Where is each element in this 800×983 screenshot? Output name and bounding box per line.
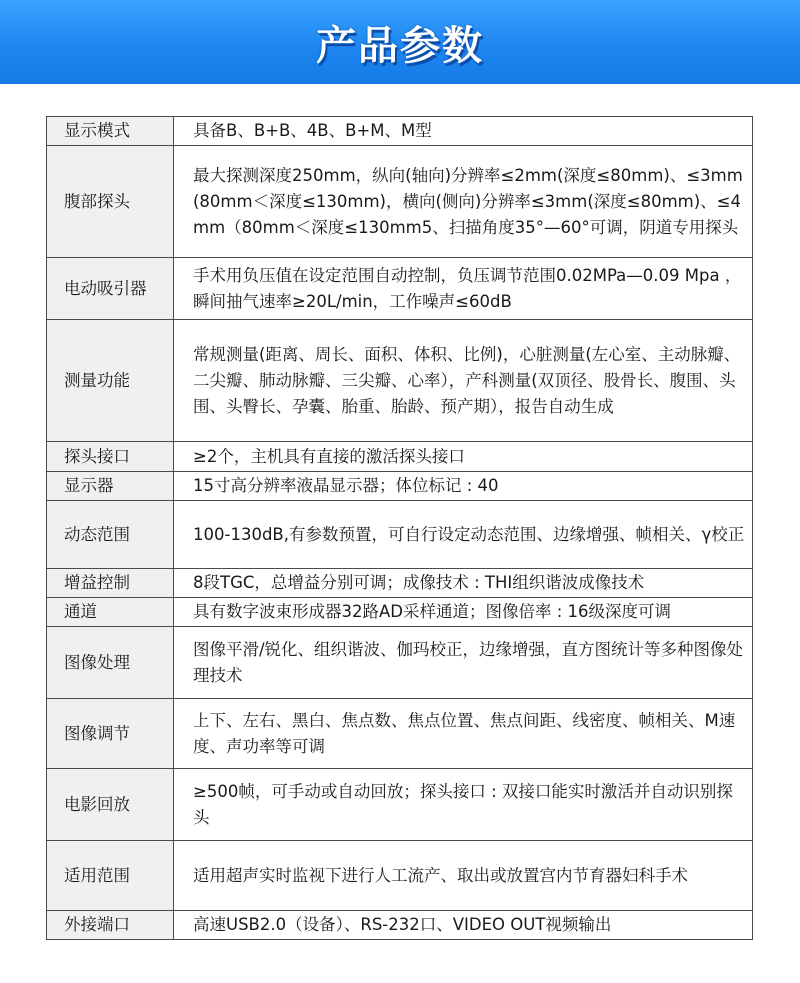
table-row xyxy=(47,769,753,841)
row-label: 显示器 xyxy=(47,472,174,501)
row-label: 显示模式 xyxy=(47,117,174,146)
row-label: 探头接口 xyxy=(47,442,174,472)
table-row xyxy=(47,117,753,146)
row-label: 测量功能 xyxy=(47,320,174,442)
row-value: 15寸高分辨率液晶显示器；体位标记 : 40 xyxy=(174,472,753,501)
table-row xyxy=(47,598,753,627)
row-value: 8段TGC，总增益分别可调；成像技术 : THI组织谐波成像技术 xyxy=(174,569,753,598)
row-value: 适用超声实时监视下进行人工流产、取出或放置宫内节育器妇科手术 xyxy=(174,841,753,911)
row-value: 图像平滑/锐化、组织谐波、伽玛校正，边缘增强，直方图统计等多种图像处理技术 xyxy=(174,627,753,699)
table-row xyxy=(47,569,753,598)
table-row xyxy=(47,258,753,320)
row-label: 电影回放 xyxy=(47,769,174,841)
row-label: 动态范围 xyxy=(47,501,174,569)
table-row xyxy=(47,320,753,442)
table-row xyxy=(47,699,753,769)
row-value: 常规测量(距离、周长、面积、体积、比例)，心脏测量(左心室、主动脉瓣、二尖瓣、肺动脉瓣、三尖瓣、心率），产科测量(双顶径、股骨长、腹围、头围、头臀长、孕囊、胎重、胎龄、预产期），报告自动生成 xyxy=(174,320,753,442)
table-row xyxy=(47,146,753,258)
row-value: ≥500帧，可手动或自动回放；探头接口 : 双接口能实时激活并自动识别探头 xyxy=(174,769,753,841)
table-row xyxy=(47,472,753,501)
spec-table xyxy=(46,116,753,940)
row-value: 具有数字波束形成器32路AD采样通道；图像倍率 : 16级深度可调 xyxy=(174,598,753,627)
row-label: 电动吸引器 xyxy=(47,258,174,320)
title-banner xyxy=(0,0,800,84)
row-label: 适用范围 xyxy=(47,841,174,911)
row-label: 通道 xyxy=(47,598,174,627)
row-label: 腹部探头 xyxy=(47,146,174,258)
table-row xyxy=(47,841,753,911)
row-value: 手术用负压值在设定范围自动控制，负压调节范围0.02MPa—0.09 Mpa ，瞬间抽气速率≥20L/min，工作噪声≤60dB xyxy=(174,258,753,320)
row-value: ≥2个，主机具有直接的激活探头接口 xyxy=(174,442,753,472)
table-row xyxy=(47,501,753,569)
row-label: 外接端口 xyxy=(47,911,174,940)
table-row xyxy=(47,911,753,940)
row-value: 100-130dB,有参数预置，可自行设定动态范围、边缘增强、帧相关、γ校正 xyxy=(174,501,753,569)
row-label: 图像处理 xyxy=(47,627,174,699)
row-label: 图像调节 xyxy=(47,699,174,769)
row-value: 最大探测深度250mm，纵向(轴向)分辨率≤2mm(深度≤80mm)、≤3mm(80mm＜深度≤130mm)，横向(侧向)分辨率≤3mm(深度≤80mm)、≤4mm（80mm＜深度≤130mm5、扫描角度35°—60°可调，阴道专用探头 xyxy=(174,146,753,258)
page-title: 产品参数 xyxy=(316,22,484,69)
row-label: 增益控制 xyxy=(47,569,174,598)
row-value: 高速USB2.0（设备）、RS-232口、VIDEO OUT视频输出 xyxy=(174,911,753,940)
row-value: 上下、左右、黑白、焦点数、焦点位置、焦点间距、线密度、帧相关、M速度、声功率等可调 xyxy=(174,699,753,769)
table-row xyxy=(47,442,753,472)
row-value: 具备B、B+B、4B、B+M、M型 xyxy=(174,117,753,146)
table-row xyxy=(47,627,753,699)
